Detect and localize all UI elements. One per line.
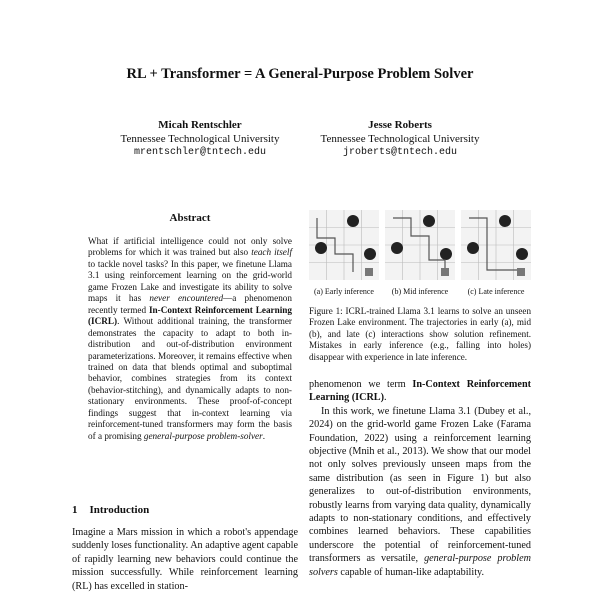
author-block-2 <box>300 118 500 160</box>
abstract-text: —a phenomenon recently termed <box>88 293 292 315</box>
right-column-text <box>309 378 531 579</box>
abstract-emphasis: general-purpose problem-solver <box>143 430 263 441</box>
emphasis: general-purpose problem solvers <box>309 553 531 578</box>
paragraph-text: . <box>384 392 387 404</box>
author-block-1 <box>100 118 300 160</box>
figure-caption: Figure 1: ICRL-trained Llama 3.1 learns to solve an unseen Frozen Lake environment. The trajectories in early (a), mid (b), and late (c) interactions show solution refinement. Mistakes in early inference (e.g., falling into holes) disappear with experience in late inference. <box>309 306 531 362</box>
figure-1 <box>309 210 531 300</box>
paragraph-text: In this work, we finetune Llama 3.1 (Dubey et al., 2024) on the grid-world game Frozen Lake (Farama Foundation, 2022) using a reinforcement learning objective (Mnih et al., 2013). We show that our model not only solves previously unseen maps from the same distribution (as seen in Figure 1) but also generalizes to out-of-distribution environments, robustly learns from varying data quality, dynamically adapts to non-stationary conditions, and effectively combines learned behaviors. These capabilities underscore the potential of reinforcement-tuned transformers as versatile, <box>309 405 531 565</box>
paragraph <box>309 378 531 405</box>
abstract-heading: Abstract <box>169 212 211 224</box>
abstract-text: What if artificial intelligence could not only solve problems for which it was trained but also <box>88 236 292 258</box>
subcaption-a: (a) Early inference <box>314 287 374 296</box>
frozen-lake-panel-late <box>461 210 531 280</box>
author-affiliation: Tennessee Technological University <box>320 133 480 145</box>
frozen-lake-panel-early <box>309 210 379 280</box>
abstract-term: In-Context Reinforcement Learning (ICRL) <box>88 304 292 327</box>
abstract-text: . <box>262 430 266 441</box>
frozen-lake-panel-mid <box>385 210 455 280</box>
subcaption-b: (b) Mid inference <box>391 287 449 296</box>
section-heading-introduction <box>72 504 149 516</box>
section-number: 1 <box>72 504 78 516</box>
paper-title: RL + Transformer = A General-Purpose Problem Solver <box>126 66 474 82</box>
section-title: Introduction <box>89 504 150 516</box>
term-icrl: In-Context Reinforcement Learning (ICRL) <box>309 379 531 404</box>
author-affiliation: Tennessee Technological University <box>120 133 280 145</box>
author-email: mrentschler@tntech.edu <box>133 147 267 158</box>
abstract-text: . Without additional training, the transformer demonstrates the capacity to adapt to both in-distribution and out-of-distribution environment parameterizations. Moreover, it remains effective when trained on data that blends optimal and suboptimal behavior, combines strategies from its context (behavior-stitching), and dynamically adapts to non-stationary environments. These proof-of-concept findings suggest that in-context learning via reinforcement-tuned transformers may form the basis of a promising <box>88 316 292 441</box>
abstract-body <box>88 236 292 442</box>
author-name: Micah Rentschler <box>158 119 242 131</box>
paragraph-text: capable of human-like adaptability. <box>337 566 485 578</box>
intro-paragraph: Imagine a Mars mission in which a robot's appendage suddenly loses functionality. An adaptive agent capable of rapidly learning new behaviors could continue the mission successfully. While reinforcement learning (RL) has excelled in station- <box>72 527 298 592</box>
abstract-text: to tackle novel tasks? In this paper, we finetune Llama 3.1 using reinforcement learning on the grid-world game Frozen Lake and investigate its ability to solve maps it has <box>88 258 292 304</box>
abstract-emphasis: teach itself <box>251 247 292 258</box>
paragraph <box>309 405 531 579</box>
subcaption-c: (c) Late inference <box>467 287 525 296</box>
abstract-emphasis: never encountered <box>149 293 224 304</box>
paragraph-text: phenomenon we term <box>309 379 413 390</box>
author-email: jroberts@tntech.edu <box>342 147 458 158</box>
author-name: Jesse Roberts <box>368 119 432 131</box>
